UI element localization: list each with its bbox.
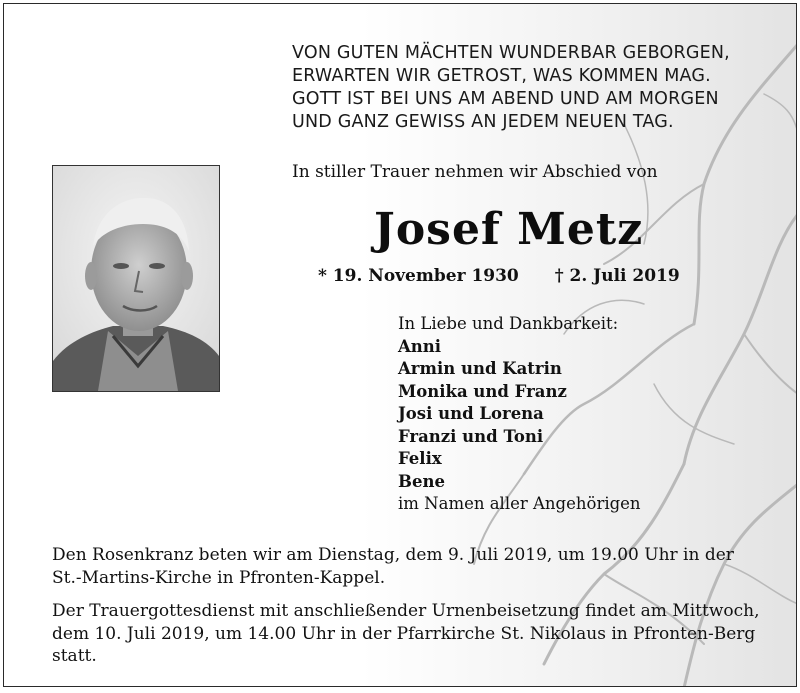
rosary-info: Den Rosenkranz beten wir am Dienstag, dem 9. Juli 2019, um 19.00 Uhr in der St.-Martins-Kirche in Pfronten-Kappel. bbox=[52, 545, 734, 588]
poem-line: UND GANZ GEWISS AN JEDEM NEUEN TAG. bbox=[292, 112, 674, 132]
portrait-image bbox=[53, 166, 219, 391]
mourner-name: Josi und Lorena bbox=[398, 404, 544, 423]
intro-text: In stiller Trauer nehmen wir Abschied von bbox=[292, 162, 658, 182]
obituary-notice bbox=[3, 3, 797, 687]
mourners-list bbox=[398, 313, 641, 516]
mourners-closing: im Namen aller Angehörigen bbox=[398, 494, 641, 513]
poem bbox=[292, 42, 730, 134]
mourner-name: Armin und Katrin bbox=[398, 359, 562, 378]
mourner-name: Bene bbox=[398, 471, 445, 491]
portrait-photo bbox=[52, 165, 220, 392]
life-dates bbox=[318, 266, 680, 286]
poem-line: ERWARTEN WIR GETROST, WAS KOMMEN MAG. bbox=[292, 66, 711, 86]
deceased-name: Josef Metz bbox=[374, 204, 644, 255]
death-date: † 2. Juli 2019 bbox=[554, 266, 680, 286]
mourner-name: Anni bbox=[398, 336, 442, 356]
poem-line: VON GUTEN MÄCHTEN WUNDERBAR GEBORGEN, bbox=[292, 43, 730, 63]
poem-line: GOTT IST BEI UNS AM ABEND UND AM MORGEN bbox=[292, 89, 719, 109]
mourner-name: Franzi und Toni bbox=[398, 426, 544, 446]
mourner-name: Monika und Franz bbox=[398, 381, 567, 401]
funeral-service-info: Der Trauergottesdienst mit anschließender Urnenbeisetzung findet am Mittwoch, dem 10. Juli 2019, um 14.00 Uhr in der Pfarrkirche St. Nikolaus in Pfronten-Berg statt. bbox=[52, 601, 760, 666]
mourner-name: Felix bbox=[398, 449, 442, 468]
birth-date: * 19. November 1930 bbox=[318, 266, 519, 286]
mourners-intro: In Liebe und Dankbarkeit: bbox=[398, 314, 619, 333]
